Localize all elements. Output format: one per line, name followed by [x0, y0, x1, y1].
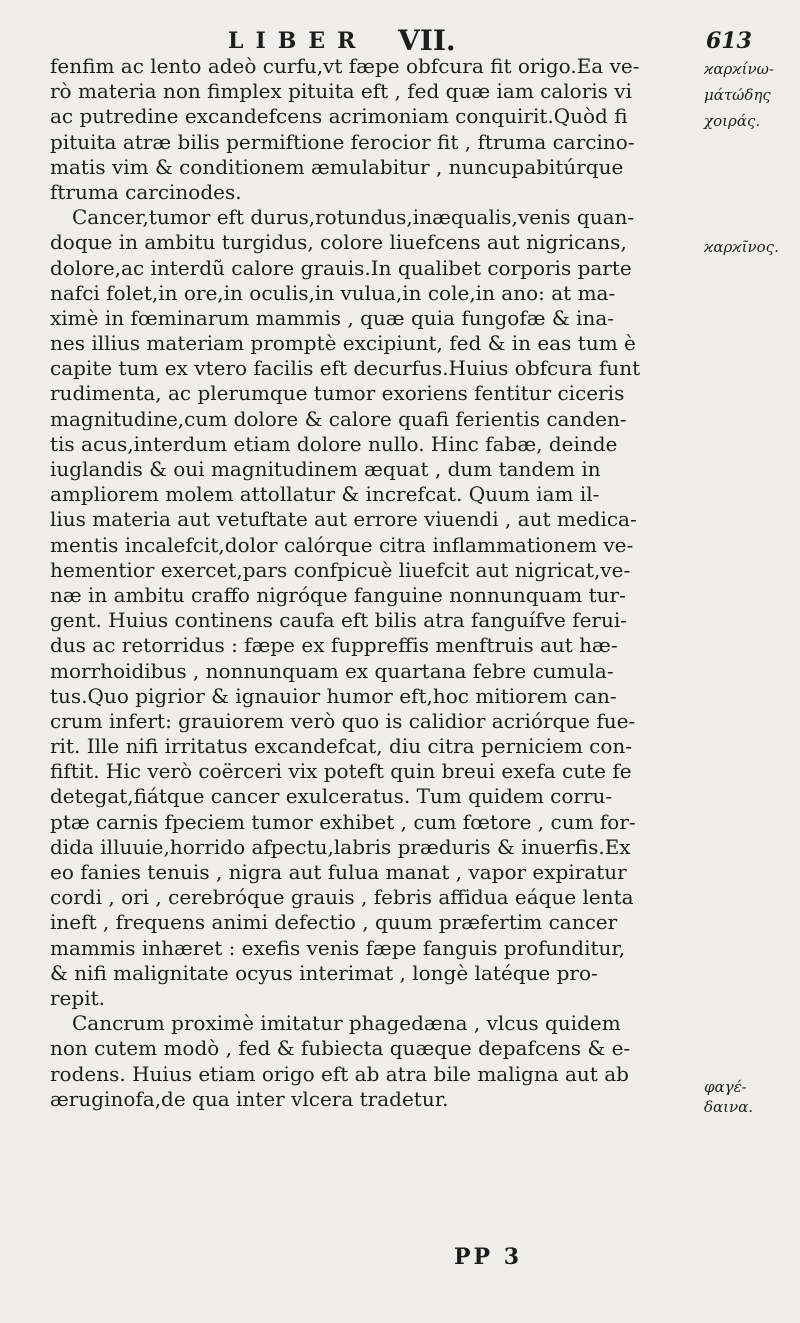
text-line: ximè in fœminarum mammis , quæ quia fungofæ & ina- [50, 305, 615, 330]
text-line: cordi , ori , cerebróque grauis , febris affidua eáque lenta [50, 885, 634, 910]
text-line: Cancrum proximè imitatur phagedæna , vlcus quidem [72, 1011, 621, 1036]
text-line: ptæ carnis fpeciem tumor exhibet , cum fœtore , cum for- [50, 809, 636, 834]
text-line: lius materia aut vetuftate aut errore viuendi , aut medica- [50, 507, 637, 532]
text-line: mammis inhæret : exefis venis fæpe fanguis profunditur, [50, 935, 626, 960]
text-line: rit. Ille nifi irritatus excandefcat, diu citra perniciem con- [50, 734, 633, 759]
text-line: non cutem modò , fed & fubiecta quæque depafcens & e- [50, 1036, 631, 1061]
text-line: rò materia non fimplex pituita eft , fed quæ iam caloris vi [50, 79, 632, 104]
text-line: ineft , frequens animi defectio , quum præfertim cancer [50, 910, 618, 935]
text-line: Cancer,tumor eft durus,rotundus,inæqualis,venis quan- [72, 205, 635, 230]
text-line: iuglandis & oui magnitudinem æquat , dum tandem in [50, 457, 601, 481]
margin-note: μάτώδης [704, 86, 771, 104]
text-line: eo fanies tenuis , nigra aut fulua manat , vapor expiratur [50, 860, 627, 884]
text-line: ac putredine excandefcens acrimoniam conquirit.Quòd fi [50, 104, 628, 129]
text-line: tis acus,interdum etiam dolore nullo. Hinc fabæ, deinde [50, 431, 618, 456]
text-line: rodens. Huius etiam origo eft ab atra bile maligna aut ab [50, 1061, 629, 1086]
running-chapter: VII. [398, 24, 456, 57]
text-line: rudimenta, ac plerumque tumor exoriens fentitur ciceris [50, 381, 625, 406]
text-line: capite tum ex vtero facilis eft decurfus.Huius obfcura funt [50, 356, 641, 381]
text-line: matis vim & conditionem æmulabitur , nuncupabitúrque [50, 154, 624, 179]
text-line: tus.Quo pigrior & ignauior humor eft,hoc mitiorem can- [50, 683, 617, 708]
text-line: mentis incalefcit,dolor calórque citra inflammationem ve- [50, 532, 634, 557]
margin-note: φαγέ- [704, 1078, 747, 1096]
signature-mark: PP 3 [454, 1244, 523, 1270]
main-text-block [50, 54, 740, 1112]
text-line: crum infert: grauiorem verò quo is calidior acriórque fue- [50, 708, 636, 733]
text-line: repit. [50, 985, 105, 1010]
margin-note: ϰαρϰίνω- [704, 60, 774, 78]
text-line: nafci folet,in ore,in oculis,in vulua,in cole,in ano: at ma- [50, 280, 616, 305]
text-line: æruginofa,de qua inter vlcera tradetur. [50, 1086, 449, 1111]
text-line: fenfim ac lento adeò curfu,vt fæpe obfcura fit origo.Ea ve- [50, 54, 640, 78]
margin-note: ϰαρϰῖνος. [704, 238, 779, 256]
text-line: gent. Huius continens caufa eft bilis atra fanguífve ferui- [50, 608, 628, 633]
text-line: dus ac retorridus : fæpe ex fuppreffis menftruis aut hæ- [50, 633, 618, 658]
text-line: hementior exercet,pars confpicuè liuefcit aut nigricat,ve- [50, 557, 631, 582]
page-number: 613 [706, 28, 752, 54]
text-line: nes illius materiam promptè excipiunt, fed & in eas tum è [50, 331, 636, 356]
text-line: magnitudine,cum dolore & calore quafi ferientis canden- [50, 406, 627, 431]
text-line: ftruma carcinodes. [50, 179, 242, 204]
margin-note: χοιράς. [704, 112, 761, 130]
text-line: detegat,fiátque cancer exulceratus. Tum quidem corru- [50, 784, 613, 809]
running-title: LIBER [228, 28, 368, 54]
text-line: & nifi malignitate ocyus interimat , longè latéque pro- [50, 960, 598, 985]
margin-note: δαινα. [704, 1098, 754, 1116]
text-line: morrhoidibus , nonnunquam ex quartana febre cumula- [50, 658, 614, 683]
text-line: næ in ambitu craffo nigróque fanguine nonnunquam tur- [50, 582, 626, 607]
text-line: ampliorem molem attollatur & increfcat. Quum iam il- [50, 482, 600, 507]
text-line: fiftit. Hic verò coërceri vix poteft quin breui exefa cute fe [50, 759, 632, 784]
text-line: dida illuuie,horrido afpectu,labris præduris & inuerfis.Ex [50, 834, 631, 859]
text-line: pituita atræ bilis permiftione ferocior fit , ftruma carcino- [50, 129, 635, 154]
text-line: doque in ambitu turgidus, colore liuefcens aut nigricans, [50, 230, 627, 255]
text-line: dolore,ac interdũ calore grauis.In qualibet corporis parte [50, 255, 632, 280]
